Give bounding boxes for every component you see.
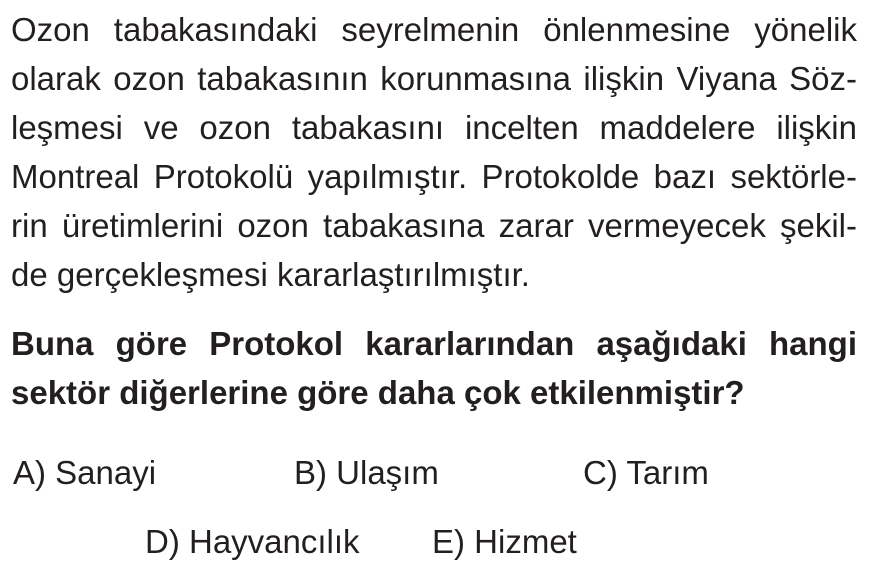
option-b[interactable]: B) Ulaşım	[294, 454, 439, 491]
passage-line: olarak ozon tabakasının korunmasına ilişkin Viyana Söz-	[11, 60, 857, 97]
passage-line: leşmesi ve ozon tabakasını incelten maddelere ilişkin	[11, 109, 857, 146]
passage-line: de gerçekleşmesi kararlaştırılmıştır.	[11, 256, 530, 293]
option-e[interactable]: E) Hizmet	[432, 523, 577, 560]
option-c[interactable]: C) Tarım	[583, 454, 709, 491]
passage-line: rin üretimlerini ozon tabakasına zarar vermeyecek şekil-	[11, 207, 857, 244]
option-a[interactable]: A) Sanayi	[13, 454, 157, 491]
question-line: sektör diğerlerine göre daha çok etkilenmiştir?	[11, 374, 745, 411]
passage-line: Montreal Protokolü yapılmıştır. Protokolde bazı sektörle-	[11, 158, 857, 195]
option-d[interactable]: D) Hayvancılık	[145, 523, 360, 560]
question-line: Buna göre Protokol kararlarından aşağıdaki hangi	[11, 325, 857, 362]
passage-line: Ozon tabakasındaki seyrelmenin önlenmesine yönelik	[11, 11, 857, 48]
